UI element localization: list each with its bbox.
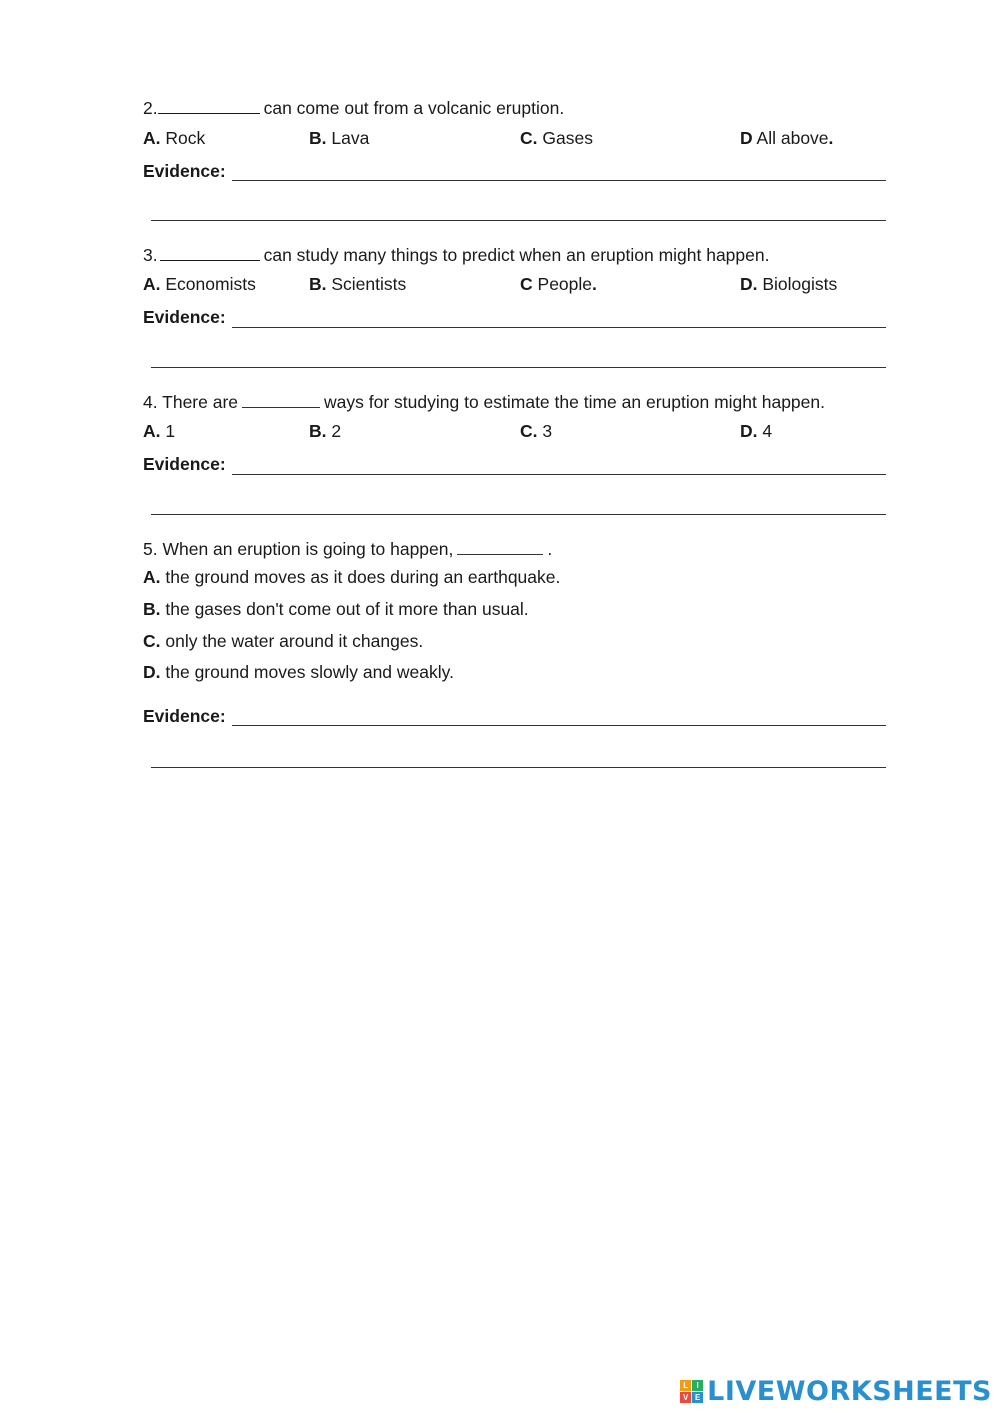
question-2-text: can come out from a volcanic eruption. <box>263 98 565 118</box>
liveworksheets-logo <box>680 1376 992 1407</box>
question-3-option-c[interactable]: C People. <box>520 274 597 294</box>
question-3-evidence-label: Evidence: <box>143 307 226 327</box>
question-4-evidence-line-2[interactable] <box>151 514 886 515</box>
question-3-option-a[interactable]: A. Economists <box>143 274 256 294</box>
question-4-evidence-line-1[interactable] <box>232 474 886 475</box>
question-2-evidence-line-2[interactable] <box>151 220 886 221</box>
question-4-number: 4. There are <box>143 392 239 412</box>
question-2-blank[interactable] <box>158 95 260 114</box>
question-5-option-d[interactable]: D. the ground moves slowly and weakly. <box>143 662 454 682</box>
question-5-evidence-line-2[interactable] <box>151 767 886 768</box>
question-2-evidence-label: Evidence: <box>143 161 226 181</box>
question-2-stem <box>143 95 564 119</box>
question-4-blank[interactable] <box>242 389 320 408</box>
question-2-option-a[interactable]: A. Rock <box>143 128 206 148</box>
question-5-blank[interactable] <box>457 536 543 555</box>
question-5-option-c[interactable]: C. only the water around it changes. <box>143 631 424 651</box>
question-4-evidence-label: Evidence: <box>143 454 226 474</box>
logo-text: LIVEWORKSHEETS <box>707 1376 992 1407</box>
question-3-option-b[interactable]: B. Scientists <box>309 274 407 294</box>
question-3-stem <box>143 242 769 266</box>
question-2-evidence-line-1[interactable] <box>232 180 886 181</box>
question-3-blank[interactable] <box>160 242 260 261</box>
question-2-option-b[interactable]: B. Lava <box>309 128 370 148</box>
question-5-period: . <box>547 539 553 559</box>
question-4-text: ways for studying to estimate the time an eruption might happen. <box>324 392 825 412</box>
question-5-evidence-label: Evidence: <box>143 706 226 726</box>
question-5-option-a[interactable]: A. the ground moves as it does during an earthquake. <box>143 567 561 587</box>
question-4-option-c[interactable]: C. 3 <box>520 421 553 441</box>
question-5-option-b[interactable]: B. the gases don't come out of it more than usual. <box>143 599 529 619</box>
question-3-evidence-line-2[interactable] <box>151 367 886 368</box>
logo-block-i: I <box>692 1380 703 1391</box>
question-3-number: 3. <box>143 245 158 265</box>
logo-block-l: L <box>680 1380 691 1391</box>
question-4-option-a[interactable]: A. 1 <box>143 421 176 441</box>
question-3-text: can study many things to predict when an eruption might happen. <box>263 245 770 265</box>
question-5-text: 5. When an eruption is going to happen, <box>143 539 454 559</box>
question-2-option-d[interactable]: D All above. <box>740 128 834 148</box>
question-2-number: 2. <box>143 98 158 118</box>
question-4-stem <box>143 389 825 413</box>
question-4-option-b[interactable]: B. 2 <box>309 421 342 441</box>
question-5-evidence-line-1[interactable] <box>232 725 886 726</box>
logo-blocks-icon <box>680 1380 703 1403</box>
question-2-option-c[interactable]: C. Gases <box>520 128 593 148</box>
question-3-option-d[interactable]: D. Biologists <box>740 274 838 294</box>
logo-block-e: E <box>692 1392 703 1403</box>
question-5-stem <box>143 536 552 560</box>
question-4-option-d[interactable]: D. 4 <box>740 421 773 441</box>
logo-block-v: V <box>680 1392 691 1403</box>
question-3-evidence-line-1[interactable] <box>232 327 886 328</box>
